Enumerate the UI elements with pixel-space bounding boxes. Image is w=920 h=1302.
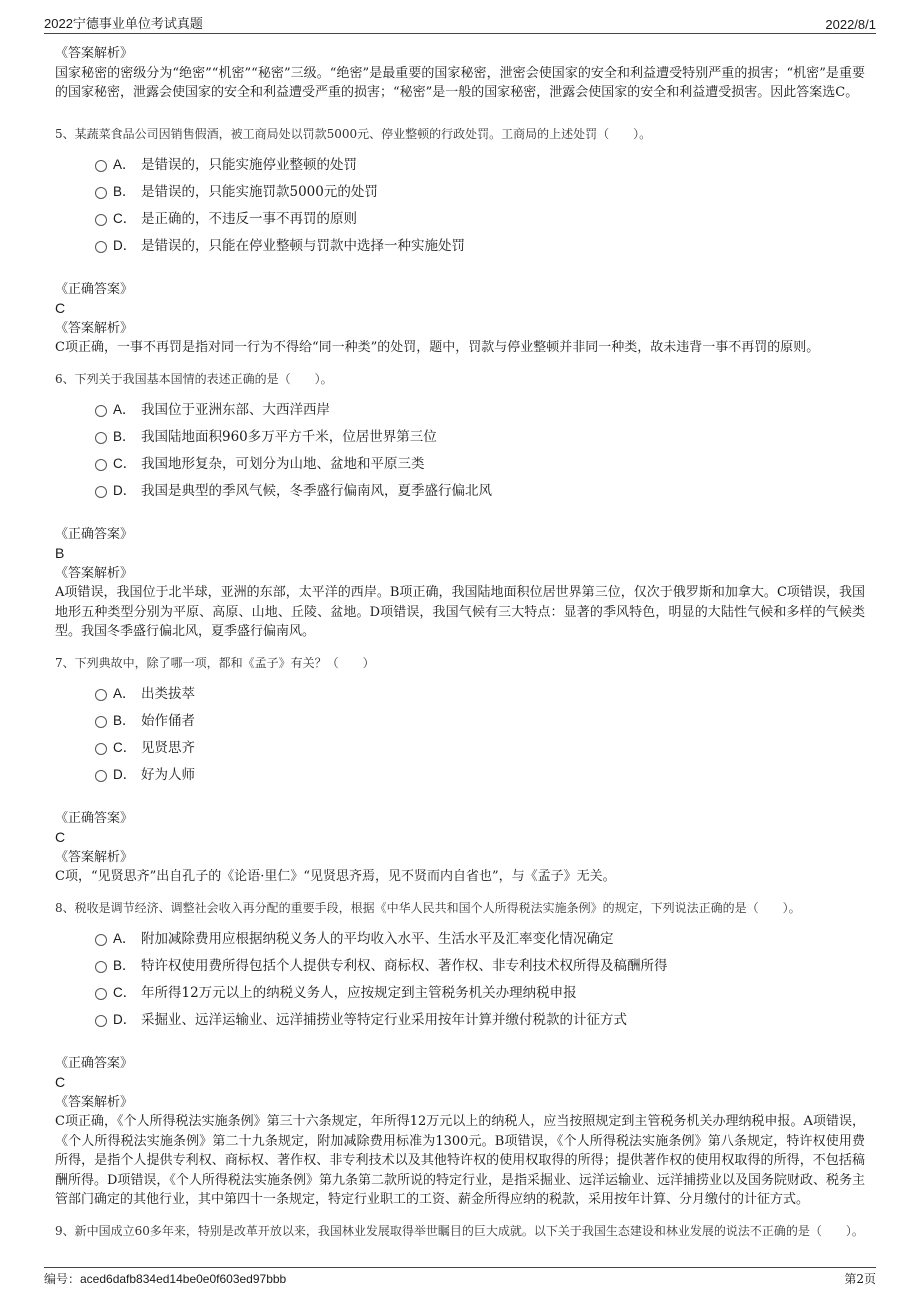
option-c[interactable]: C． 见贤思齐	[95, 733, 865, 760]
radio-icon[interactable]	[95, 743, 107, 755]
question-8-analysis: C项正确，《个人所得税法实施条例》第三十六条规定，年所得12万元以上的纳税人，应当按照规定到主管税务机关办理纳税申报。A项错误，《个人所得税法实施条例》第二十九条规定，附加减除费用标准为1300元。B项错误，《个人所得税法实施条例》第八条规定，特许权使用费所得，是指个人提供专利权、商标权、著作权、非专利技术以及其他特许权的使用权取得的所得；提供著作权的使用权取得的所得，不包括稿酬所得。D项错误，《个人所得税法实施条例》第九条第二款所说的特定行业，是指采掘业、远洋运输业、远洋捕捞业以及国务院财政、税务主管部门确定的其他行业，其中第四十一条规定，特定行业职工的工资、薪金所得应纳的税款，采用按年计算、分月缴付的计征方式。	[55, 1114, 865, 1207]
question-5-analysis: C项正确，一事不再罚是指对同一行为不得给“同一种类”的处罚，题中，罚款与停业整顿并非同一种类，故未违背一事不再罚的原则。	[55, 340, 820, 355]
analysis-label: 《答案解析》	[55, 565, 134, 581]
question-6-options	[95, 395, 865, 503]
radio-icon[interactable]	[95, 689, 107, 701]
option-b[interactable]: B． 特许权使用费所得包括个人提供专利权、商标权、著作权、非专利技术权所得及稿酬所得	[95, 951, 865, 978]
radio-icon[interactable]	[95, 934, 107, 946]
question-8-answer: C	[55, 1074, 66, 1090]
question-5-answer: C	[55, 300, 66, 316]
radio-icon[interactable]	[95, 770, 107, 782]
document-title: 2022宁德事业单位考试真题	[44, 16, 203, 31]
radio-icon[interactable]	[95, 961, 107, 973]
option-d[interactable]: D． 采掘业、远洋运输业、远洋捕捞业等特定行业采用按年计算并缴付税款的计征方式	[95, 1005, 865, 1032]
question-8-options	[95, 924, 865, 1032]
question-7-analysis: C项，“见贤思齐”出自孔子的《论语·里仁》“见贤思齐焉，见不贤而内自省也”，与《孟子》无关。	[55, 869, 616, 884]
question-7-options	[95, 679, 865, 787]
option-c[interactable]: C． 是正确的，不违反一事不再罚的原则	[95, 204, 865, 231]
question-5-text: 5、某蔬菜食品公司因销售假酒，被工商局处以罚款5000元、停业整顿的行政处罚。工商局的上述处罚（ ）。	[55, 126, 652, 141]
correct-answer-label: 《正确答案》	[55, 526, 134, 542]
option-c[interactable]: C． 我国地形复杂，可划分为山地、盆地和平原三类	[95, 449, 865, 476]
option-d[interactable]: D． 好为人师	[95, 760, 865, 787]
option-a[interactable]: A． 是错误的，只能实施停业整顿的处罚	[95, 150, 865, 177]
page-number: 第2页	[844, 1272, 876, 1286]
correct-answer-label: 《正确答案》	[55, 810, 134, 826]
radio-icon[interactable]	[95, 459, 107, 471]
option-b[interactable]: B． 是错误的，只能实施罚款5000元的处罚	[95, 177, 865, 204]
document-code: 编号：aced6dafb834ed14be0e0f603ed97bbb	[44, 1272, 287, 1286]
question-6-analysis: A项错误，我国位于北半球，亚洲的东部，太平洋的西岸。B项正确，我国陆地面积位居世界第三位，仅次于俄罗斯和加拿大。C项错误，我国地形五种类型分别为平原、高原、山地、丘陵、盆地。D项错误，我国气候有三大特点：显著的季风特色，明显的大陆性气候和多样的气候类型。我国冬季盛行偏北风，夏季盛行偏南风。	[55, 585, 865, 639]
option-b[interactable]: B． 我国陆地面积960多万平方千米，位居世界第三位	[95, 422, 865, 449]
option-c[interactable]: C． 年所得12万元以上的纳税义务人，应按规定到主管税务机关办理纳税申报	[95, 978, 865, 1005]
analysis-label: 《答案解析》	[55, 1094, 134, 1110]
option-b[interactable]: B． 始作俑者	[95, 706, 865, 733]
radio-icon[interactable]	[95, 160, 107, 172]
radio-icon[interactable]	[95, 241, 107, 253]
document-date: 2022/8/1	[825, 17, 876, 32]
document-body	[55, 44, 865, 1241]
question-8-text: 8、税收是调节经济、调整社会收入再分配的重要手段，根据《中华人民共和国个人所得税法实施条例》的规定，下列说法正确的是（ ）。	[55, 900, 801, 915]
radio-icon[interactable]	[95, 1015, 107, 1027]
question-5-options	[95, 150, 865, 258]
analysis-label: 《答案解析》	[55, 849, 134, 865]
radio-icon[interactable]	[95, 187, 107, 199]
question-7-text: 7、下列典故中，除了哪一项，都和《孟子》有关？（ ）	[55, 655, 375, 670]
radio-icon[interactable]	[95, 432, 107, 444]
option-d[interactable]: D． 是错误的，只能在停业整顿与罚款中选择一种实施处罚	[95, 231, 865, 258]
radio-icon[interactable]	[95, 988, 107, 1000]
correct-answer-label: 《正确答案》	[55, 1055, 134, 1071]
option-a[interactable]: A． 出类拔萃	[95, 679, 865, 706]
radio-icon[interactable]	[95, 716, 107, 728]
option-a[interactable]: A． 我国位于亚洲东部、大西洋西岸	[95, 395, 865, 422]
option-d[interactable]: D． 我国是典型的季风气候，冬季盛行偏南风，夏季盛行偏北风	[95, 476, 865, 503]
question-7-answer: C	[55, 829, 66, 845]
radio-icon[interactable]	[95, 405, 107, 417]
question-6-answer: B	[55, 545, 65, 561]
header-divider	[44, 33, 876, 34]
correct-answer-label: 《正确答案》	[55, 281, 134, 297]
option-a[interactable]: A． 附加减除费用应根据纳税义务人的平均收入水平、生活水平及汇率变化情况确定	[95, 924, 865, 951]
analysis-label: 《答案解析》	[55, 320, 134, 336]
radio-icon[interactable]	[95, 486, 107, 498]
radio-icon[interactable]	[95, 214, 107, 226]
page-footer	[44, 1270, 876, 1290]
analysis-label: 《答案解析》	[55, 46, 134, 61]
q4-analysis: 国家秘密的密级分为“绝密”“机密”“秘密”三级。“绝密”是最重要的国家秘密，泄密会使国家的安全和利益遭受特别严重的损害；“机密”是重要的国家秘密，泄露会使国家的安全和利益遭受严重的损害；“秘密”是一般的国家秘密，泄露会使国家的安全和利益遭受损害。因此答案选C。	[55, 65, 865, 100]
question-9-text: 9、新中国成立60多年来，特别是改革开放以来，我国林业发展取得举世瞩目的巨大成就。以下关于我国生态建设和林业发展的说法不正确的是（ ）。	[55, 1223, 864, 1238]
page-header	[44, 10, 876, 32]
question-6-text: 6、下列关于我国基本国情的表述正确的是（ ）。	[55, 371, 333, 386]
footer-divider	[44, 1267, 876, 1268]
